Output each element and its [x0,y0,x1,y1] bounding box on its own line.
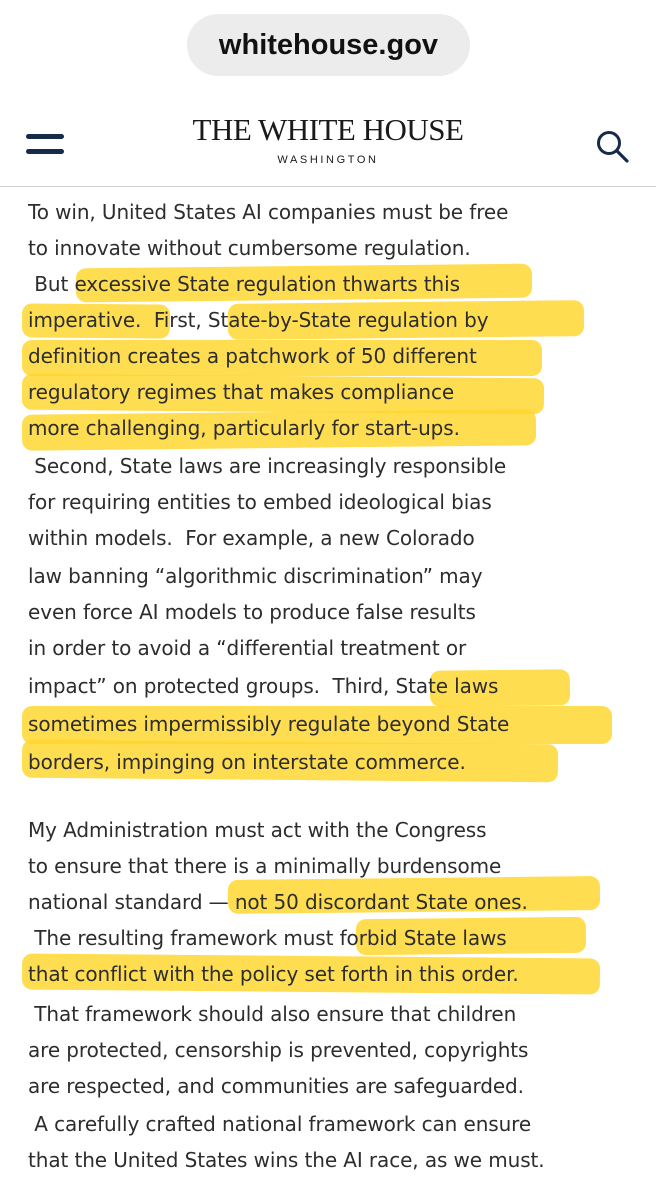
article-line: to ensure that there is a minimally burdensome [28,854,502,878]
site-subtitle: WASHINGTON [277,154,379,166]
article-line: impact” on protected groups. Third, State laws [28,674,499,698]
article-line: are protected, censorship is prevented, copyrights [28,1038,529,1062]
site-title: THE WHITE HOUSE [192,112,464,147]
article-line: for requiring entities to embed ideological bias [28,490,492,514]
article-line: definition creates a patchwork of 50 different [28,344,477,368]
article-line: that the United States wins the AI race, as we must. [28,1148,545,1172]
article-line: that conflict with the policy set forth in this order. [28,962,519,986]
article-line: A carefully crafted national framework can ensure [28,1112,532,1136]
article-line: within models. For example, a new Colorado [28,526,475,550]
article-line: borders, impinging on interstate commerce. [28,750,466,774]
url-text: whitehouse.gov [218,28,439,61]
article-line: That framework should also ensure that children [28,1002,517,1026]
article-line: law banning “algorithmic discrimination” may [28,564,483,588]
article-line: regulatory regimes that makes compliance [28,380,455,404]
article-line: My Administration must act with the Congress [28,818,487,842]
article-line: To win, United States AI companies must be free [28,200,509,224]
article-line: Second, State laws are increasingly responsible [28,454,507,478]
article-line: more challenging, particularly for start-ups. [28,416,460,440]
article-line: in order to avoid a “differential treatment or [28,636,467,660]
article-line: national standard — not 50 discordant State ones. [28,890,528,914]
article-line: imperative. First, State-by-State regulation by [28,308,489,332]
article-line: sometimes impermissibly regulate beyond State [28,712,510,736]
article-line: The resulting framework must forbid State laws [28,926,507,950]
article-line: But excessive State regulation thwarts this [28,272,460,296]
article-line: to innovate without cumbersome regulation. [28,236,471,260]
article-line: are respected, and communities are safeguarded. [28,1074,524,1098]
article-line: even force AI models to produce false results [28,600,476,624]
